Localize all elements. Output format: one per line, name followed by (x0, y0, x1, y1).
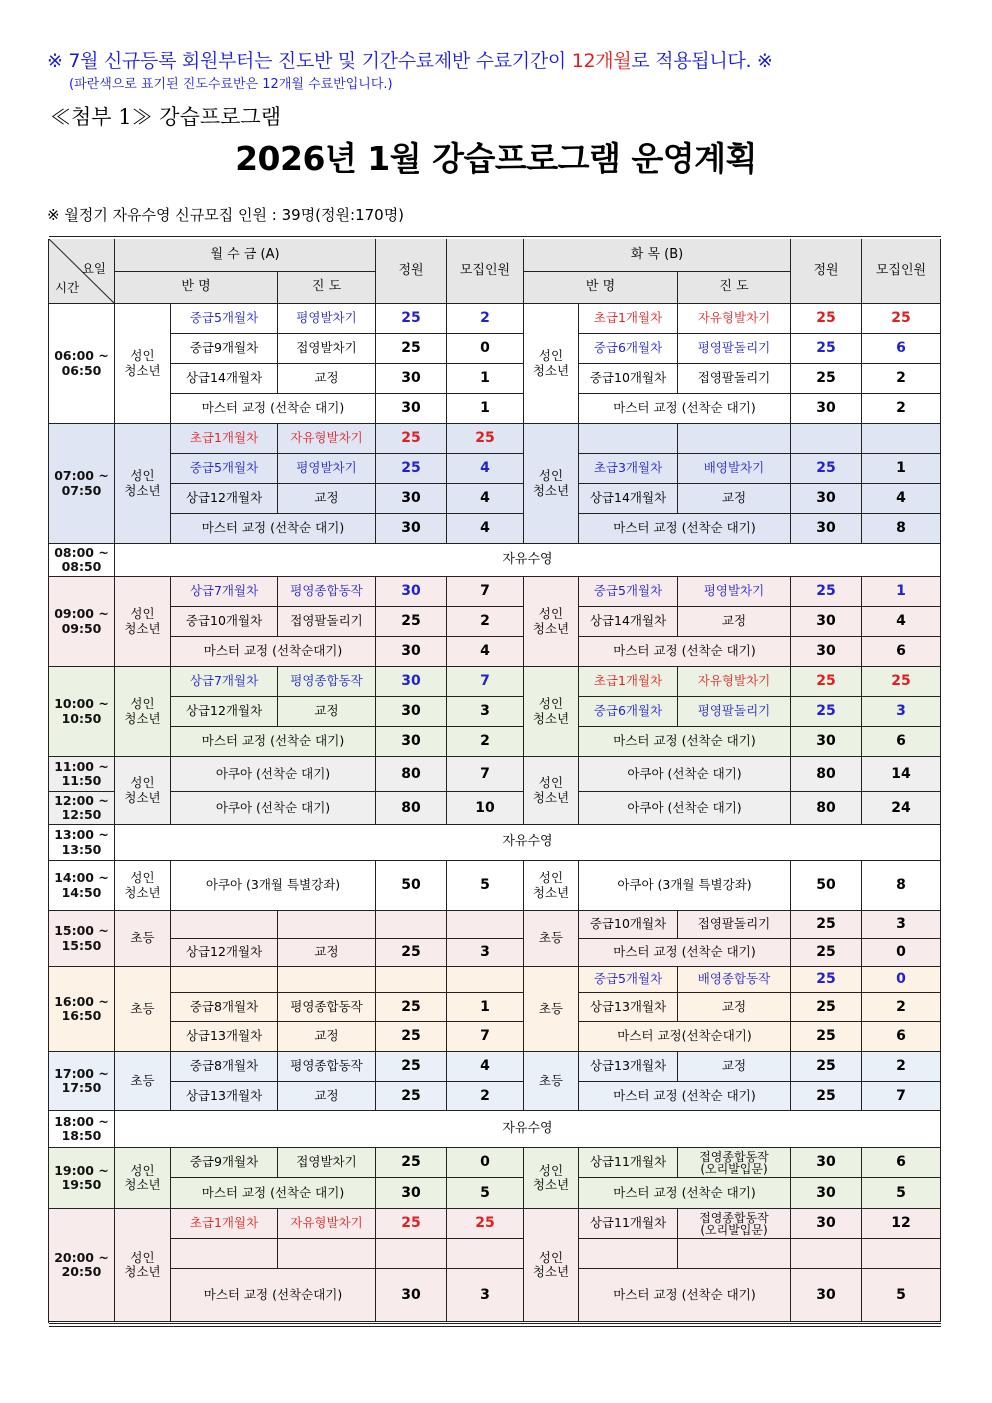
class-name-merged: 아쿠아 (선착순 대기) (579, 757, 791, 792)
capacity-value: 25 (376, 454, 447, 484)
recruit-value: 7 (862, 1082, 941, 1111)
class-name: 중급6개월차 (579, 697, 678, 727)
time-slot: 11:00 ~ 11:50 (49, 757, 115, 792)
class-name: 상급11개월차 (579, 1148, 678, 1178)
recruit-value: 1 (862, 454, 941, 484)
recruit-value: 5 (862, 1269, 941, 1322)
capacity-value: 50 (376, 861, 447, 911)
class-name (579, 1239, 678, 1269)
progress-cell: 자유형발차기 (278, 1209, 376, 1239)
capacity-value (376, 911, 447, 939)
class-name-merged: 마스터 교정 (선착순 대기) (579, 394, 791, 424)
group-label: 성인 청소년 (524, 1209, 579, 1322)
group-label: 성인 청소년 (524, 577, 579, 667)
free-swim-label: 자유수영 (115, 544, 941, 577)
progress-cell: 평영종합동작 (278, 993, 376, 1022)
recruit-value: 4 (862, 484, 941, 514)
time-slot: 13:00 ~ 13:50 (49, 825, 115, 861)
time-slot: 12:00 ~ 12:50 (49, 792, 115, 825)
progress-cell: 교정 (278, 1082, 376, 1111)
class-name-merged: 마스터 교정 (선착순대기) (171, 637, 376, 667)
time-slot: 06:00 ~ 06:50 (49, 304, 115, 424)
class-name-merged: 마스터 교정 (선착순 대기) (579, 939, 791, 967)
capacity-value: 25 (376, 1052, 447, 1082)
class-name: 중급10개월차 (171, 607, 278, 637)
class-name-merged: 아쿠아 (선착순 대기) (171, 757, 376, 792)
capacity-value (376, 1239, 447, 1269)
group-label: 성인 청소년 (115, 304, 171, 424)
capacity-value: 80 (791, 792, 862, 825)
recruit-value: 1 (447, 394, 524, 424)
capacity-value: 30 (376, 637, 447, 667)
class-name-merged: 마스터 교정 (선착순 대기) (171, 394, 376, 424)
progress-cell (278, 967, 376, 993)
recruit-value: 10 (447, 792, 524, 825)
capacity-value: 25 (791, 939, 862, 967)
capacity-value: 25 (376, 424, 447, 454)
recruit-value: 7 (447, 757, 524, 792)
time-slot: 09:00 ~ 09:50 (49, 577, 115, 667)
capacity-value: 25 (376, 334, 447, 364)
recruit-value: 25 (447, 424, 524, 454)
recruit-value: 14 (862, 757, 941, 792)
capacity-value: 25 (791, 364, 862, 394)
class-name: 상급14개월차 (579, 607, 678, 637)
class-name-merged: 마스터 교정 (선착순 대기) (171, 727, 376, 757)
group-label: 성인 청소년 (115, 1148, 171, 1209)
recruit-value: 0 (447, 1148, 524, 1178)
capacity-value: 30 (376, 484, 447, 514)
recruit-value: 2 (862, 993, 941, 1022)
progress-cell: 평영발차기 (278, 304, 376, 334)
capacity-value: 30 (376, 577, 447, 607)
progress-cell (278, 911, 376, 939)
free-swim-label: 자유수영 (115, 1111, 941, 1148)
recruit-value: 7 (447, 1022, 524, 1052)
capacity-value: 25 (791, 967, 862, 993)
capacity-value: 25 (791, 667, 862, 697)
class-name: 상급12개월차 (171, 697, 278, 727)
class-name: 중급8개월차 (171, 993, 278, 1022)
capacity-value: 25 (376, 1209, 447, 1239)
progress-cell: 접영팔돌리기 (678, 911, 791, 939)
class-name-merged: 마스터 교정 (선착순 대기) (579, 1178, 791, 1209)
group-label: 성인 청소년 (115, 861, 171, 911)
recruit-value: 5 (447, 861, 524, 911)
class-name-merged: 마스터 교정 (선착순 대기) (579, 727, 791, 757)
capacity-value: 25 (791, 454, 862, 484)
class-name: 상급13개월차 (171, 1022, 278, 1052)
group-label: 초등 (524, 967, 579, 1052)
recruit-value: 4 (447, 514, 524, 544)
progress-cell: 평영종합동작 (278, 1052, 376, 1082)
progress-cell: 교정 (678, 1052, 791, 1082)
recruit-value: 2 (447, 727, 524, 757)
capacity-value: 30 (791, 484, 862, 514)
progress-cell: 평영발차기 (678, 577, 791, 607)
time-slot: 20:00 ~ 20:50 (49, 1209, 115, 1322)
class-name: 상급13개월차 (171, 1082, 278, 1111)
class-name: 상급14개월차 (171, 364, 278, 394)
progress-cell: 평영발차기 (278, 454, 376, 484)
time-slot: 17:00 ~ 17:50 (49, 1052, 115, 1111)
class-name: 중급5개월차 (171, 454, 278, 484)
class-name-merged: 마스터 교정 (선착순대기) (171, 1269, 376, 1322)
recruit-value: 2 (862, 1052, 941, 1082)
progress-cell: 평영팔돌리기 (678, 697, 791, 727)
capacity-value: 25 (791, 1082, 862, 1111)
header-recruit-a: 모집인원 (447, 239, 524, 304)
class-name-merged: 아쿠아 (3개월 특별강좌) (171, 861, 376, 911)
class-name: 초급1개월차 (579, 304, 678, 334)
class-name: 중급5개월차 (579, 967, 678, 993)
capacity-value: 30 (791, 1209, 862, 1239)
progress-cell: 접영팔돌리기 (278, 607, 376, 637)
progress-cell: 교정 (278, 364, 376, 394)
progress-cell: 접영종합동작 (오리발입문) (678, 1148, 791, 1178)
class-name: 중급10개월차 (579, 364, 678, 394)
capacity-value: 25 (791, 1022, 862, 1052)
progress-cell: 접영발차기 (278, 334, 376, 364)
class-name: 중급5개월차 (171, 304, 278, 334)
recruit-value: 2 (447, 304, 524, 334)
recruit-value: 25 (447, 1209, 524, 1239)
header-group-a: 월 수 금 (A) (115, 239, 376, 272)
recruit-note: ※ 월정기 자유수영 신규모집 인원 : 39명(정원:170명) (47, 206, 405, 224)
recruit-value: 4 (862, 607, 941, 637)
capacity-value: 30 (791, 1269, 862, 1322)
class-name: 중급8개월차 (171, 1052, 278, 1082)
progress-cell (678, 1239, 791, 1269)
recruit-value: 3 (447, 697, 524, 727)
header-capacity-a: 정원 (376, 239, 447, 304)
class-name (171, 1239, 278, 1269)
capacity-value: 30 (376, 1178, 447, 1209)
recruit-value: 4 (447, 484, 524, 514)
capacity-value: 25 (791, 304, 862, 334)
recruit-value (447, 1239, 524, 1269)
capacity-value: 50 (791, 861, 862, 911)
time-slot: 14:00 ~ 14:50 (49, 861, 115, 911)
group-label: 초등 (115, 1052, 171, 1111)
progress-cell: 교정 (278, 1022, 376, 1052)
capacity-value: 30 (791, 607, 862, 637)
attachment-label: ≪첨부 1≫ 강습프로그램 (50, 105, 281, 129)
recruit-value: 6 (862, 1022, 941, 1052)
recruit-value: 3 (862, 911, 941, 939)
capacity-value: 30 (376, 697, 447, 727)
group-label: 초등 (524, 1052, 579, 1111)
header-group-b: 화 목 (B) (524, 239, 791, 272)
group-label: 성인 청소년 (115, 667, 171, 757)
progress-cell: 접영팔돌리기 (678, 364, 791, 394)
progress-cell: 평영종합동작 (278, 667, 376, 697)
class-name: 중급6개월차 (579, 334, 678, 364)
class-name (579, 424, 678, 454)
capacity-value: 25 (376, 939, 447, 967)
capacity-value: 80 (791, 757, 862, 792)
capacity-value: 25 (376, 993, 447, 1022)
group-label: 초등 (524, 911, 579, 967)
capacity-value: 30 (791, 727, 862, 757)
progress-cell: 접영발차기 (278, 1148, 376, 1178)
recruit-value: 4 (447, 1052, 524, 1082)
capacity-value: 25 (791, 577, 862, 607)
header-recruit-b: 모집인원 (862, 239, 941, 304)
corner-time-label: 시간 (55, 280, 80, 295)
capacity-value: 25 (791, 1052, 862, 1082)
capacity-value: 25 (376, 1082, 447, 1111)
header-corner (49, 239, 115, 304)
progress-cell: 교정 (278, 697, 376, 727)
time-slot: 18:00 ~ 18:50 (49, 1111, 115, 1148)
capacity-value (791, 1239, 862, 1269)
class-name: 상급12개월차 (171, 939, 278, 967)
capacity-value: 30 (376, 1269, 447, 1322)
recruit-value: 0 (447, 334, 524, 364)
capacity-value: 30 (791, 394, 862, 424)
recruit-value: 7 (447, 667, 524, 697)
group-label: 성인 청소년 (524, 861, 579, 911)
recruit-value: 6 (862, 727, 941, 757)
progress-cell: 자유형발차기 (278, 424, 376, 454)
recruit-value: 24 (862, 792, 941, 825)
table-rule (49, 236, 941, 237)
time-slot: 15:00 ~ 15:50 (49, 911, 115, 967)
progress-cell: 교정 (278, 939, 376, 967)
class-name-merged: 마스터 교정 (선착순 대기) (579, 1082, 791, 1111)
progress-cell: 교정 (678, 607, 791, 637)
group-label: 성인 청소년 (115, 577, 171, 667)
class-name: 상급12개월차 (171, 484, 278, 514)
recruit-value: 5 (447, 1178, 524, 1209)
class-name-merged: 아쿠아 (선착순 대기) (171, 792, 376, 825)
progress-cell: 교정 (678, 484, 791, 514)
class-name: 상급11개월차 (579, 1209, 678, 1239)
capacity-value: 30 (791, 1148, 862, 1178)
capacity-value: 25 (376, 1022, 447, 1052)
class-name-merged: 아쿠아 (3개월 특별강좌) (579, 861, 791, 911)
recruit-value: 0 (862, 967, 941, 993)
table-rule (49, 1323, 941, 1324)
class-name: 상급7개월차 (171, 667, 278, 697)
capacity-value: 30 (791, 514, 862, 544)
recruit-value: 0 (862, 939, 941, 967)
capacity-value: 30 (376, 727, 447, 757)
recruit-value: 25 (862, 667, 941, 697)
progress-cell: 자유형발차기 (678, 304, 791, 334)
class-name: 중급10개월차 (579, 911, 678, 939)
recruit-value (447, 967, 524, 993)
header-class-name-a: 반 명 (115, 272, 278, 304)
recruit-value (447, 911, 524, 939)
class-name-merged: 마스터 교정 (선착순 대기) (171, 514, 376, 544)
header-capacity-b: 정원 (791, 239, 862, 304)
capacity-value: 25 (376, 304, 447, 334)
progress-cell: 교정 (278, 484, 376, 514)
group-label: 성인 청소년 (524, 667, 579, 757)
class-name: 상급7개월차 (171, 577, 278, 607)
recruit-value: 4 (447, 454, 524, 484)
capacity-value: 30 (791, 637, 862, 667)
recruit-value: 8 (862, 861, 941, 911)
class-name: 중급9개월차 (171, 1148, 278, 1178)
time-slot: 10:00 ~ 10:50 (49, 667, 115, 757)
class-name-merged: 마스터 교정 (선착순 대기) (579, 637, 791, 667)
capacity-value: 25 (791, 334, 862, 364)
recruit-value: 3 (862, 697, 941, 727)
capacity-value: 80 (376, 757, 447, 792)
recruit-value: 3 (447, 939, 524, 967)
header-progress-a: 진 도 (278, 272, 376, 304)
recruit-value: 6 (862, 1148, 941, 1178)
time-slot: 07:00 ~ 07:50 (49, 424, 115, 544)
progress-cell: 자유형발차기 (678, 667, 791, 697)
capacity-value: 30 (376, 667, 447, 697)
time-slot: 19:00 ~ 19:50 (49, 1148, 115, 1209)
header-class-name-b: 반 명 (524, 272, 678, 304)
recruit-value: 1 (447, 364, 524, 394)
progress-cell: 평영종합동작 (278, 577, 376, 607)
progress-cell: 배영발차기 (678, 454, 791, 484)
group-label: 성인 청소년 (115, 1209, 171, 1322)
class-name: 상급13개월차 (579, 993, 678, 1022)
group-label: 성인 청소년 (115, 424, 171, 544)
class-name-merged: 마스터 교정 (선착순 대기) (579, 514, 791, 544)
capacity-value: 25 (376, 607, 447, 637)
class-name: 초급3개월차 (579, 454, 678, 484)
recruit-value: 3 (447, 1269, 524, 1322)
capacity-value (791, 424, 862, 454)
class-name-merged: 마스터 교정(선착순대기) (579, 1022, 791, 1052)
class-name: 초급1개월차 (579, 667, 678, 697)
notice-subtext: (파란색으로 표기된 진도수료반은 12개월 수료반입니다.) (69, 77, 393, 92)
recruit-value: 12 (862, 1209, 941, 1239)
recruit-value: 8 (862, 514, 941, 544)
recruit-value: 2 (447, 1082, 524, 1111)
capacity-value: 30 (376, 364, 447, 394)
class-name: 초급1개월차 (171, 1209, 278, 1239)
recruit-value: 1 (862, 577, 941, 607)
group-label: 성인 청소년 (524, 1148, 579, 1209)
notice-highlight: 12개월 (571, 50, 632, 72)
recruit-value: 6 (862, 637, 941, 667)
capacity-value: 25 (791, 911, 862, 939)
capacity-value: 25 (376, 1148, 447, 1178)
group-label: 성인 청소년 (115, 757, 171, 825)
capacity-value: 30 (376, 394, 447, 424)
free-swim-label: 자유수영 (115, 825, 941, 861)
recruit-value: 2 (862, 394, 941, 424)
progress-cell (278, 1239, 376, 1269)
class-name: 중급5개월차 (579, 577, 678, 607)
group-label: 성인 청소년 (524, 757, 579, 825)
time-slot: 08:00 ~ 08:50 (49, 544, 115, 577)
group-label: 초등 (115, 967, 171, 1052)
recruit-value: 6 (862, 334, 941, 364)
table-rule (49, 1326, 941, 1327)
class-name-merged: 아쿠아 (선착순 대기) (579, 792, 791, 825)
recruit-value: 2 (862, 364, 941, 394)
class-name: 초급1개월차 (171, 424, 278, 454)
notice-suffix: 로 적용됩니다. ※ (631, 50, 773, 72)
capacity-value (376, 967, 447, 993)
capacity-value: 80 (376, 792, 447, 825)
class-name: 상급13개월차 (579, 1052, 678, 1082)
class-name: 상급14개월차 (579, 484, 678, 514)
progress-cell: 접영종합동작 (오리발입문) (678, 1209, 791, 1239)
capacity-value: 25 (791, 697, 862, 727)
corner-day-label: 요일 (81, 261, 106, 276)
progress-cell: 교정 (678, 993, 791, 1022)
header-progress-b: 진 도 (678, 272, 791, 304)
capacity-value: 30 (791, 1178, 862, 1209)
class-name: 중급9개월차 (171, 334, 278, 364)
group-label: 초등 (115, 911, 171, 967)
group-label: 성인 청소년 (524, 304, 579, 424)
recruit-value: 1 (447, 993, 524, 1022)
recruit-value: 7 (447, 577, 524, 607)
time-slot: 16:00 ~ 16:50 (49, 967, 115, 1052)
capacity-value: 25 (791, 993, 862, 1022)
recruit-value (862, 424, 941, 454)
notice-prefix: ※ 7월 신규등록 회원부터는 진도반 및 기간수료제반 수료기간이 (47, 50, 572, 72)
group-label: 성인 청소년 (524, 424, 579, 544)
class-name-merged: 마스터 교정 (선착순 대기) (171, 1178, 376, 1209)
recruit-value: 25 (862, 304, 941, 334)
capacity-value: 30 (376, 514, 447, 544)
recruit-value: 5 (862, 1178, 941, 1209)
recruit-value (862, 1239, 941, 1269)
class-name (171, 911, 278, 939)
recruit-value: 2 (447, 607, 524, 637)
class-name-merged: 마스터 교정 (선착순 대기) (579, 1269, 791, 1322)
recruit-value: 4 (447, 637, 524, 667)
page-title: 2026년 1월 강습프로그램 운영계획 (235, 139, 757, 178)
progress-cell: 평영팔돌리기 (678, 334, 791, 364)
class-name (171, 967, 278, 993)
progress-cell: 배영종합동작 (678, 967, 791, 993)
progress-cell (678, 424, 791, 454)
